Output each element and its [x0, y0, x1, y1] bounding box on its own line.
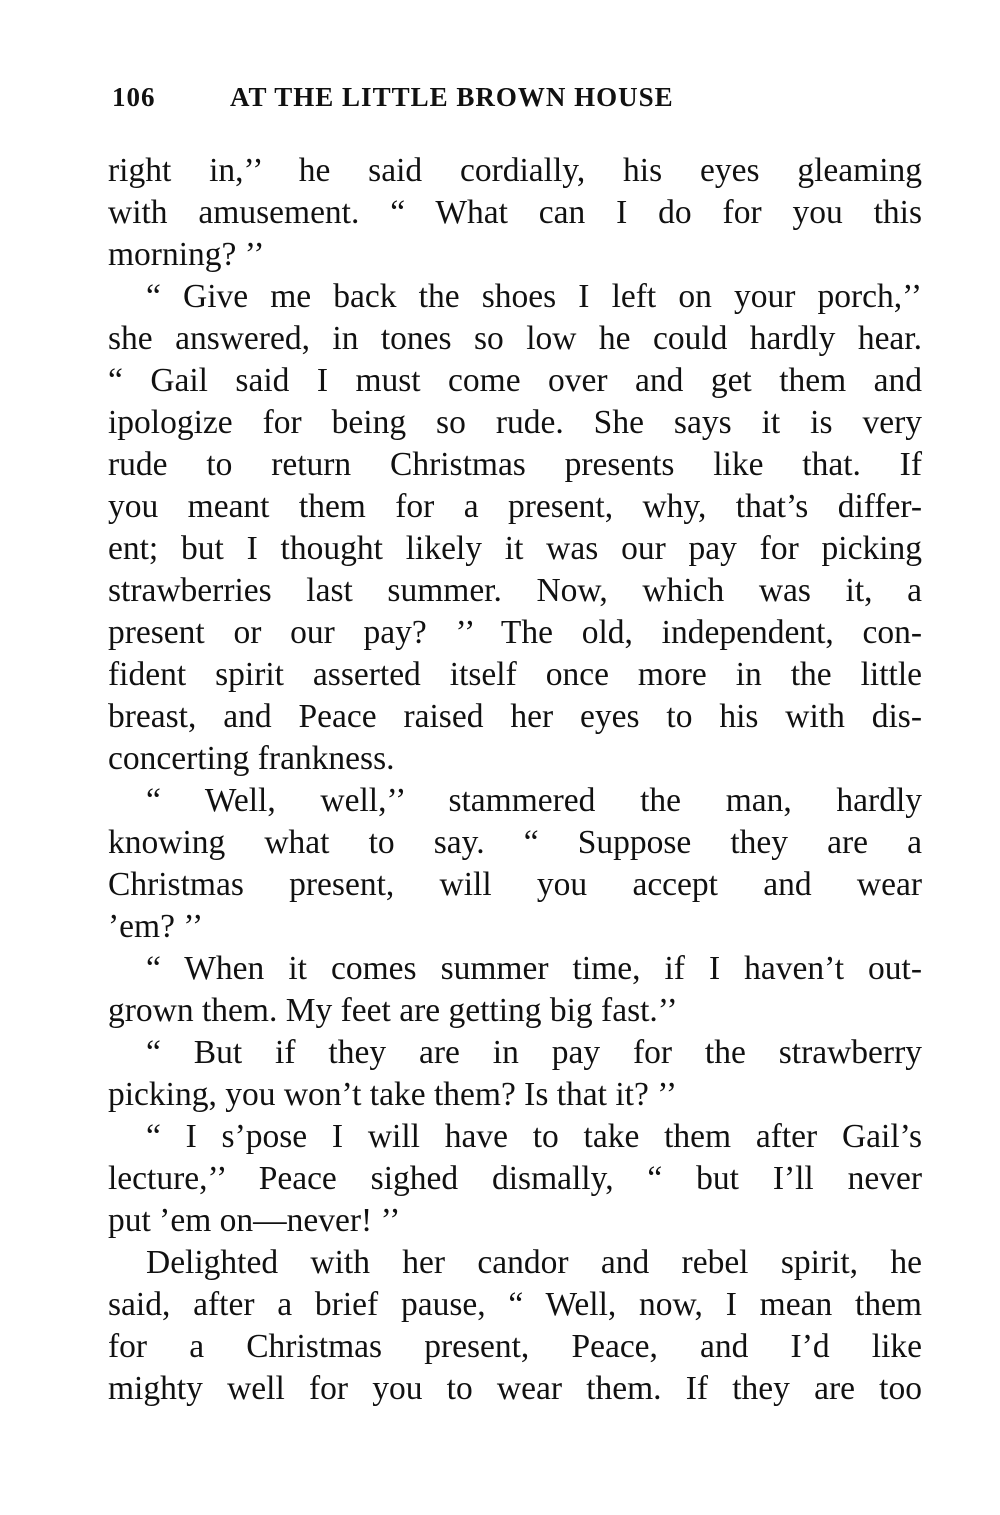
paragraph — [108, 780, 922, 948]
text-line: ’em? ’’ — [108, 908, 204, 945]
text-line: present or our pay? ’’ The old, independent, con- — [108, 614, 922, 651]
page-number: 106 — [112, 82, 156, 112]
text-line: “ When it comes summer time, if I haven’t out- — [146, 950, 922, 987]
text-line: “ Gail said I must come over and get them and — [108, 362, 922, 399]
paragraph — [108, 1032, 922, 1116]
text-line: “ Well, well,’’ stammered the man, hardly — [146, 782, 922, 819]
text-line: Delighted with her candor and rebel spirit, he — [146, 1244, 922, 1281]
text-line: lecture,’’ Peace sighed dismally, “ but I’ll never — [108, 1160, 922, 1197]
text-line: morning? ’’ — [108, 236, 265, 273]
text-line: mighty well for you to wear them. If they are too — [108, 1370, 922, 1407]
text-line: breast, and Peace raised her eyes to his with dis- — [108, 698, 922, 735]
text-line: said, after a brief pause, “ Well, now, I mean them — [108, 1286, 922, 1323]
text-line: “ Give me back the shoes I left on your porch,’’ — [146, 278, 922, 315]
text-line: strawberries last summer. Now, which was it, a — [108, 572, 922, 609]
text-line: rude to return Christmas presents like that. If — [108, 446, 922, 483]
text-line: concerting frankness. — [108, 740, 395, 777]
text-line: picking, you won’t take them? Is that it? ’’ — [108, 1076, 678, 1113]
text-line: knowing what to say. “ Suppose they are a — [108, 824, 922, 861]
running-head — [112, 82, 912, 118]
text-line: grown them. My feet are getting big fast.’’ — [108, 992, 678, 1029]
text-line: she answered, in tones so low he could hardly hear. — [108, 320, 922, 357]
paragraph — [108, 948, 922, 1032]
running-title: AT THE LITTLE BROWN HOUSE — [230, 82, 674, 112]
text-line: fident spirit asserted itself once more in the little — [108, 656, 922, 693]
text-line: with amusement. “ What can I do for you this — [108, 194, 922, 231]
text-line: Christmas present, will you accept and wear — [108, 866, 922, 903]
paragraph — [108, 276, 922, 780]
text-line: ent; but I thought likely it was our pay for picking — [108, 530, 922, 567]
paragraph — [108, 150, 922, 276]
text-line: you meant them for a present, why, that’s differ- — [108, 488, 922, 525]
paragraph — [108, 1242, 922, 1410]
body-text — [108, 150, 922, 1410]
text-line: for a Christmas present, Peace, and I’d like — [108, 1328, 922, 1365]
text-line: “ I s’pose I will have to take them after Gail’s — [146, 1118, 922, 1155]
text-line: put ’em on—never! ’’ — [108, 1202, 401, 1239]
text-line: right in,’’ he said cordially, his eyes gleaming — [108, 152, 922, 189]
text-line: ipologize for being so rude. She says it is very — [108, 404, 922, 441]
paragraph — [108, 1116, 922, 1242]
text-line: “ But if they are in pay for the strawberry — [146, 1034, 922, 1071]
